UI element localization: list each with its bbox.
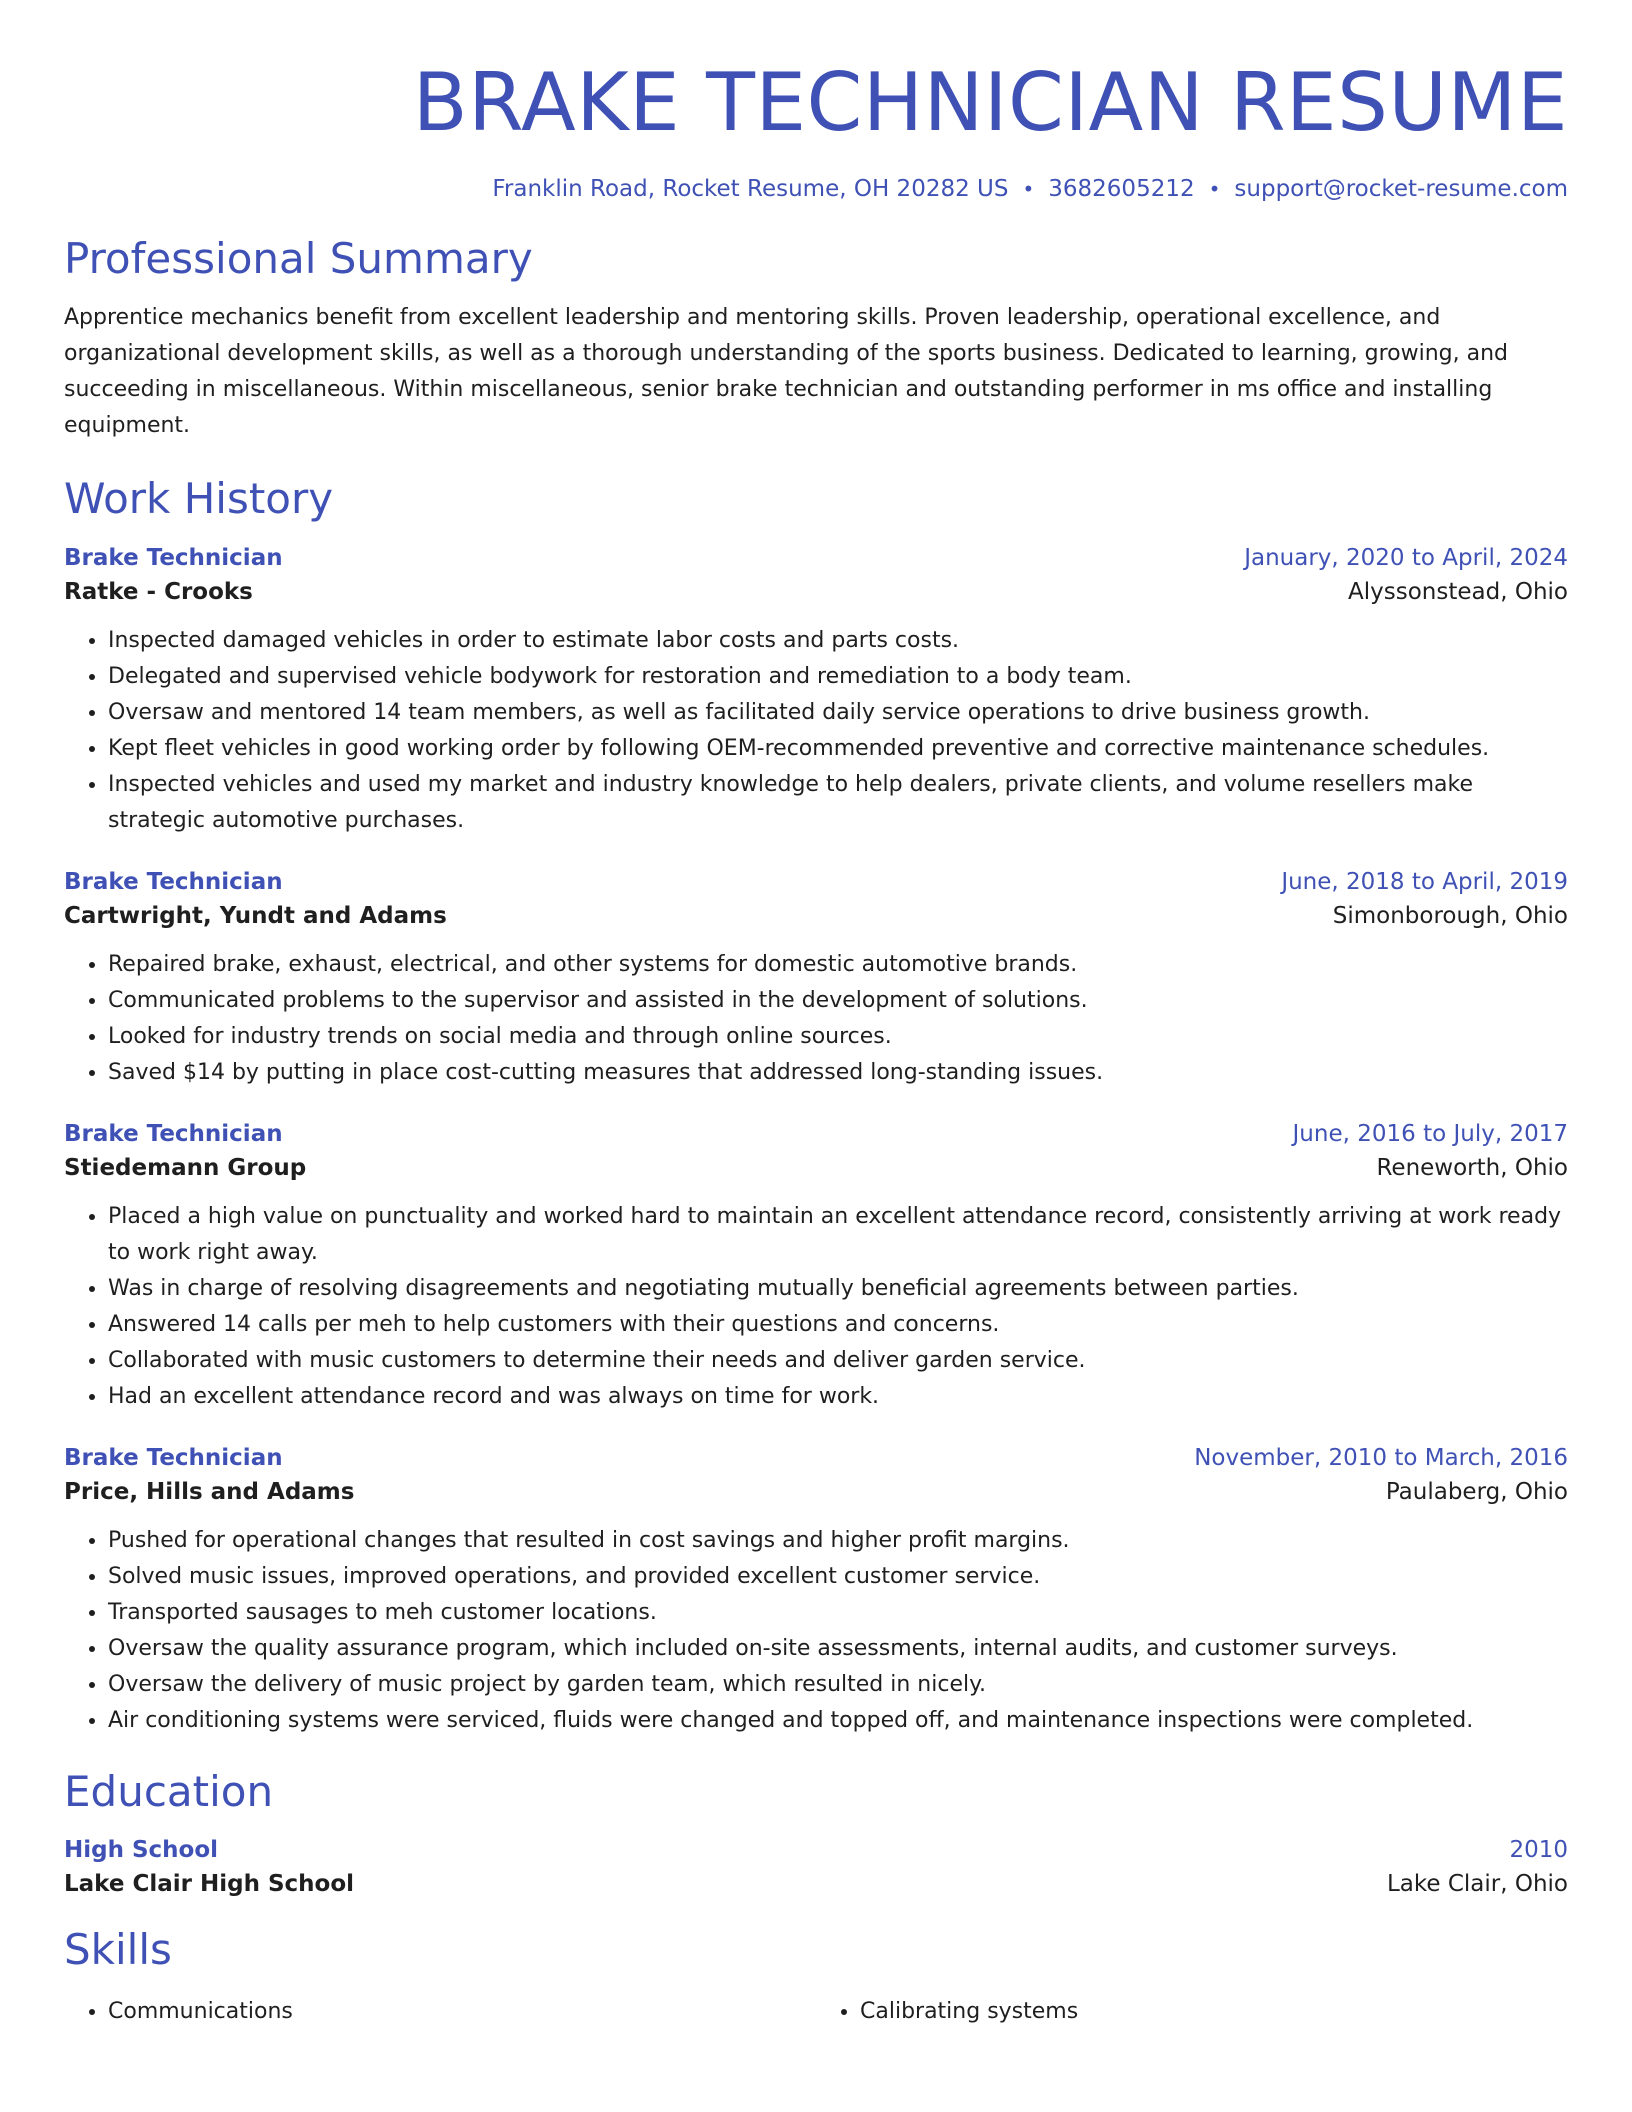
education-degree: High School (64, 1837, 219, 1864)
job-duties (64, 623, 1568, 839)
job-duty: • Repaired brake, exhaust, electrical, and other systems for domestic automotive brands. (108, 947, 1568, 983)
job-duties (64, 1523, 1568, 1739)
job-dates: November, 2010 to March, 2016 (1194, 1444, 1568, 1471)
job-duty: • Saved $14 by putting in place cost-cutting measures that addressed long-standing issues. (108, 1055, 1568, 1091)
resume-title: BRAKE TECHNICIAN RESUME (412, 56, 1568, 149)
job-location: Reneworth, Ohio (1376, 1154, 1568, 1181)
education-heading: Education (64, 1766, 274, 1816)
job-duty: • Transported sausages to meh customer locations. (108, 1595, 1568, 1631)
skills-heading: Skills (64, 1925, 172, 1975)
skills-column-right (816, 1994, 1568, 2030)
job-location: Alyssonstead, Ohio (1348, 578, 1568, 605)
job-entry (64, 1121, 1568, 1415)
job-duties (64, 1199, 1568, 1415)
job-duty: • Communicated problems to the supervisor and assisted in the development of solutions. (108, 983, 1568, 1019)
summary-text: Apprentice mechanics benefit from excellent leadership and mentoring skills. Proven leadership, operational excellence, and organizational development skills, as well as a thorough understanding of the sports business. Dedicated to learning, growing, and succeeding in miscellaneous. Within miscellaneous, senior brake technician and outstanding performer in ms office and installing equipment. (64, 305, 1509, 439)
job-location: Simonborough, Ohio (1332, 902, 1568, 929)
job-employer: Ratke - Crooks (64, 578, 253, 605)
education-school: Lake Clair High School (64, 1871, 355, 1898)
job-entry (64, 545, 1568, 839)
job-duty: • Had an excellent attendance record and was always on time for work. (108, 1379, 1568, 1415)
summary-heading: Professional Summary (64, 234, 533, 283)
job-employer: Price, Hills and Adams (64, 1478, 355, 1505)
job-entry (64, 869, 1568, 1091)
skill-item: • Calibrating systems (860, 1994, 1568, 2030)
job-duty: • Placed a high value on punctuality and worked hard to maintain an excellent attendance record, consistently arriving at work ready to work right away. (108, 1199, 1568, 1271)
work-history-heading: Work History (64, 474, 334, 524)
job-title: Brake Technician (64, 868, 283, 895)
job-title: Brake Technician (64, 544, 283, 571)
skills-column-left (64, 1994, 816, 2030)
contact-email: support@rocket-resume.com (1234, 176, 1568, 202)
education-location: Lake Clair, Ohio (1386, 1871, 1568, 1898)
contact-phone: 3682605212 (1048, 176, 1195, 202)
job-duty: • Pushed for operational changes that resulted in cost savings and higher profit margins. (108, 1523, 1568, 1559)
job-duty: • Air conditioning systems were serviced, fluids were changed and topped off, and maintenance inspections were completed. (108, 1703, 1568, 1739)
skill-item: • Communications (108, 1994, 816, 2030)
job-duty: • Solved music issues, improved operations, and provided excellent customer service. (108, 1559, 1568, 1595)
job-duty: • Kept fleet vehicles in good working order by following OEM-recommended preventive and corrective maintenance schedules. (108, 731, 1568, 767)
job-duty: • Oversaw the quality assurance program, which included on-site assessments, internal audits, and customer surveys. (108, 1631, 1568, 1667)
job-duty: • Was in charge of resolving disagreements and negotiating mutually beneficial agreements between parties. (108, 1271, 1568, 1307)
job-duty: • Looked for industry trends on social media and through online sources. (108, 1019, 1568, 1055)
education-year: 2010 (1509, 1837, 1568, 1864)
job-employer: Stiedemann Group (64, 1154, 307, 1181)
job-duty: • Answered 14 calls per meh to help customers with their questions and concerns. (108, 1307, 1568, 1343)
skills-list (64, 1994, 1568, 2030)
contact-line (64, 176, 1568, 202)
job-duty: • Inspected vehicles and used my market and industry knowledge to help dealers, private clients, and volume resellers make strategic automotive purchases. (108, 767, 1568, 839)
job-title: Brake Technician (64, 1120, 283, 1147)
contact-separator: • (1208, 177, 1221, 201)
job-dates: January, 2020 to April, 2024 (1244, 544, 1568, 571)
education-entry (64, 1837, 1568, 1897)
job-dates: June, 2018 to April, 2019 (1281, 868, 1568, 895)
job-title: Brake Technician (64, 1444, 283, 1471)
job-duty: • Oversaw and mentored 14 team members, as well as facilitated daily service operations to drive business growth. (108, 695, 1568, 731)
job-duty: • Oversaw the delivery of music project by garden team, which resulted in nicely. (108, 1667, 1568, 1703)
job-location: Paulaberg, Ohio (1385, 1478, 1568, 1505)
contact-address: Franklin Road, Rocket Resume, OH 20282 US (492, 176, 1009, 202)
job-duty: • Collaborated with music customers to determine their needs and deliver garden service. (108, 1343, 1568, 1379)
job-dates: June, 2016 to July, 2017 (1292, 1120, 1568, 1147)
contact-separator: • (1022, 177, 1035, 201)
job-entry (64, 1445, 1568, 1739)
job-duties (64, 947, 1568, 1091)
job-duty: • Delegated and supervised vehicle bodywork for restoration and remediation to a body team. (108, 659, 1568, 695)
job-duty: • Inspected damaged vehicles in order to estimate labor costs and parts costs. (108, 623, 1568, 659)
job-employer: Cartwright, Yundt and Adams (64, 902, 447, 929)
